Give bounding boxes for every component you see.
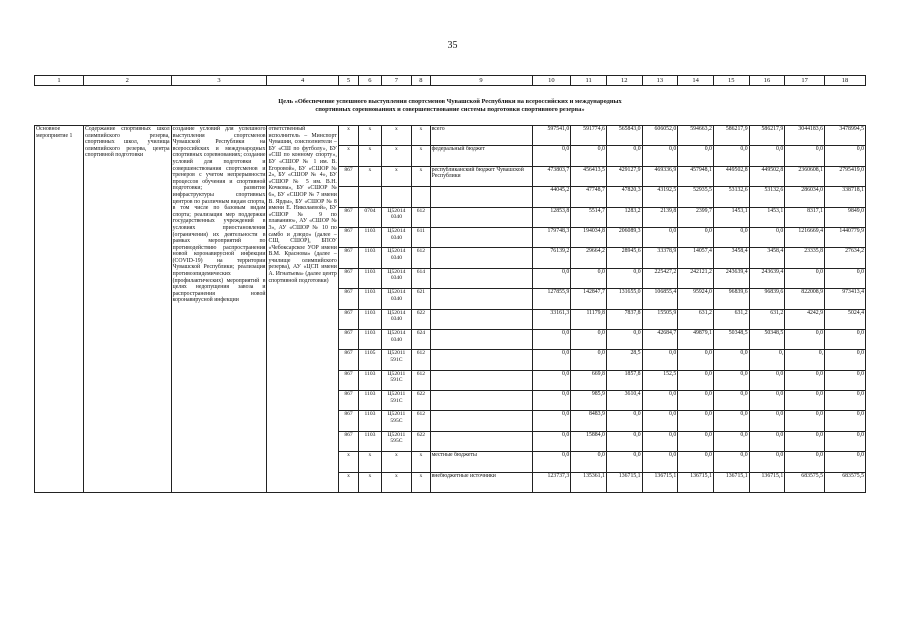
code-cell-c6: 1103 <box>359 289 381 309</box>
value-cell: 0,0 <box>532 268 571 288</box>
program-table <box>34 125 866 493</box>
code-cell-c6: 1103 <box>359 370 381 390</box>
funding-source-cell: внебюджетные источники <box>430 472 532 492</box>
value-cell: 8317,1 <box>785 207 825 227</box>
value-cell: 0,0 <box>606 146 642 166</box>
value-cell: 0,0 <box>532 452 571 472</box>
value-cell: 0,0 <box>571 329 607 349</box>
value-cell: 2795419,0 <box>825 166 866 186</box>
code-cell-c6: x <box>359 126 381 146</box>
code-cell-c5: 867 <box>338 289 358 309</box>
code-cell-c8: 614 <box>412 268 430 288</box>
value-cell: 0,0 <box>642 350 678 370</box>
column-number-cell: 14 <box>678 76 714 86</box>
value-cell: 0,0 <box>532 431 571 451</box>
value-cell: 0,0 <box>749 146 785 166</box>
value-cell: 47748,7 <box>571 187 607 207</box>
value-cell: 0,0 <box>825 391 866 411</box>
value-cell: 631,2 <box>713 309 749 329</box>
code-cell-c8: x <box>412 146 430 166</box>
value-cell: 0,0 <box>785 370 825 390</box>
funding-source-cell <box>430 391 532 411</box>
column-number-cell: 4 <box>267 76 338 86</box>
value-cell: 456413,5 <box>571 166 607 186</box>
value-cell: 0,0 <box>532 350 571 370</box>
column-number-cell: 9 <box>430 76 532 86</box>
code-cell-c8: x <box>412 452 430 472</box>
goal-title-line2: спортивных соревнованиях и совершенствование системы подготовки спортивного резерва» <box>315 106 585 113</box>
value-cell: 0,0 <box>678 452 714 472</box>
code-cell-c7: Ц52014 0340 <box>381 248 412 268</box>
value-cell: 194034,8 <box>571 227 607 247</box>
funding-source-cell <box>430 370 532 390</box>
value-cell: 179748,3 <box>532 227 571 247</box>
code-cell-c6: x <box>359 166 381 186</box>
value-cell: 0,0 <box>825 411 866 431</box>
code-cell-c7: Ц52011 591С <box>381 370 412 390</box>
value-cell: 1857,8 <box>606 370 642 390</box>
code-cell-c6: 1105 <box>359 350 381 370</box>
value-cell: 2139,8 <box>642 207 678 227</box>
value-cell: 44045,2 <box>532 187 571 207</box>
funding-source-cell <box>430 187 532 207</box>
value-cell: 225427,2 <box>642 268 678 288</box>
value-cell: 0, <box>749 350 785 370</box>
value-cell: 135361,1 <box>571 472 607 492</box>
value-cell: 206089,3 <box>606 227 642 247</box>
value-cell: 23335,8 <box>785 248 825 268</box>
value-cell: 0,0 <box>678 227 714 247</box>
value-cell: 243639,4 <box>749 268 785 288</box>
column-number-cell: 18 <box>825 76 866 86</box>
code-cell-c6: 1103 <box>359 391 381 411</box>
code-cell-c5: 867 <box>338 411 358 431</box>
value-cell: 3458,4 <box>749 248 785 268</box>
value-cell: 597541,0 <box>532 126 571 146</box>
value-cell: 0,0 <box>571 268 607 288</box>
value-cell: 0,0 <box>642 431 678 451</box>
value-cell: 50348,5 <box>749 329 785 349</box>
code-cell-c8: x <box>412 166 430 186</box>
funding-source-cell <box>430 350 532 370</box>
value-cell: 565843,0 <box>606 126 642 146</box>
funding-source-cell <box>430 207 532 227</box>
value-cell: 0,0 <box>532 146 571 166</box>
value-cell: 683575,5 <box>785 472 825 492</box>
code-cell-c7 <box>381 187 412 207</box>
value-cell: 28945,6 <box>606 248 642 268</box>
value-cell: 0,0 <box>825 431 866 451</box>
code-cell-c8 <box>412 187 430 207</box>
value-cell: 0,0 <box>713 350 749 370</box>
column-number-cell: 17 <box>785 76 825 86</box>
code-cell-c7: Ц52011 591С <box>381 391 412 411</box>
value-cell: 683575,5 <box>825 472 866 492</box>
code-cell-c5: 867 <box>338 309 358 329</box>
value-cell: 95924,0 <box>678 289 714 309</box>
value-cell: 0,0 <box>713 431 749 451</box>
goal-title <box>34 98 866 114</box>
value-cell: 43192,5 <box>642 187 678 207</box>
code-cell-c5: x <box>338 126 358 146</box>
code-cell-c5: x <box>338 452 358 472</box>
value-cell: 0,0 <box>606 411 642 431</box>
value-cell: 0,0 <box>785 452 825 472</box>
code-cell-c7: Ц52011 595С <box>381 411 412 431</box>
col3-cell: создание условий для успешного выступления спортсменов Чувашской Республики на всероссийских и международных спортивных соревнованиях; создание условий для подготовки и совершенствования спортсменов и тренеров с учетом непрерывности процессов обучения и спортивной подготовки; развитие инфраструктуры спортивных центров по различным видам спорта, в том числе по базовым видам спорта; реализация мер поддержки государственных учреждений в условиях приостановления (ограничения) их деятельности в рамках мероприятий по противодействию распространения новой коронавирусной инфекции (COVID-19) на территории Чувашской Республики; реализация противоэпидемических (профилактических) мероприятий в целях недопущения завоза и распространения новой коронавирусной инфекции <box>171 126 267 493</box>
value-cell: 15884,0 <box>571 431 607 451</box>
value-cell: 0,0 <box>642 146 678 166</box>
value-cell: 53132,6 <box>749 187 785 207</box>
value-cell: 449502,8 <box>749 166 785 186</box>
value-cell: 2360608,1 <box>785 166 825 186</box>
code-cell-c8: 612 <box>412 207 430 227</box>
value-cell: 3478994,5 <box>825 126 866 146</box>
value-cell: 973413,4 <box>825 289 866 309</box>
value-cell: 473803,7 <box>532 166 571 186</box>
column-number-cell: 16 <box>749 76 785 86</box>
value-cell: 0,0 <box>606 452 642 472</box>
value-cell: 0,0 <box>642 391 678 411</box>
funding-source-cell <box>430 248 532 268</box>
column-number-cell: 5 <box>338 76 358 86</box>
value-cell: 96839,6 <box>713 289 749 309</box>
code-cell-c5: x <box>338 472 358 492</box>
column-number-cell: 10 <box>532 76 571 86</box>
value-cell: 0,0 <box>785 146 825 166</box>
value-cell: 3044183,6 <box>785 126 825 146</box>
value-cell: 50348,5 <box>713 329 749 349</box>
value-cell: 49879,1 <box>678 329 714 349</box>
value-cell: 286034,0 <box>785 187 825 207</box>
code-cell-c8: 622 <box>412 309 430 329</box>
value-cell: 0,0 <box>571 452 607 472</box>
value-cell: 131655,0 <box>606 289 642 309</box>
value-cell: 5514,7 <box>571 207 607 227</box>
code-cell-c7: Ц52014 0340 <box>381 207 412 227</box>
code-cell-c5: 867 <box>338 350 358 370</box>
value-cell: 0,0 <box>825 268 866 288</box>
value-cell: 27634,2 <box>825 248 866 268</box>
value-cell: 1283,2 <box>606 207 642 227</box>
code-cell-c6: 1103 <box>359 227 381 247</box>
value-cell: 429127,9 <box>606 166 642 186</box>
value-cell: 0,0 <box>713 411 749 431</box>
code-cell-c8: 611 <box>412 227 430 247</box>
code-cell-c5 <box>338 187 358 207</box>
value-cell: 1453,1 <box>713 207 749 227</box>
column-number-cell: 6 <box>359 76 381 86</box>
funding-source-cell: всего <box>430 126 532 146</box>
code-cell-c6: 1103 <box>359 329 381 349</box>
value-cell: 0,0 <box>825 146 866 166</box>
code-cell-c6: 1103 <box>359 411 381 431</box>
code-cell-c7: Ц52014 0340 <box>381 289 412 309</box>
value-cell: 591774,6 <box>571 126 607 146</box>
value-cell: 0,0 <box>749 452 785 472</box>
value-cell: 136715,1 <box>713 472 749 492</box>
column-number-cell: 15 <box>713 76 749 86</box>
value-cell: 15505,9 <box>642 309 678 329</box>
column-number-cell: 11 <box>571 76 607 86</box>
code-cell-c5: 867 <box>338 207 358 227</box>
value-cell: 0,0 <box>571 350 607 370</box>
value-cell: 0,0 <box>785 268 825 288</box>
code-cell-c8: 622 <box>412 391 430 411</box>
value-cell: 338718,1 <box>825 187 866 207</box>
value-cell: 0,0 <box>785 431 825 451</box>
value-cell: 3458,4 <box>713 248 749 268</box>
funding-source-cell <box>430 431 532 451</box>
code-cell-c7: Ц52014 0340 <box>381 329 412 349</box>
code-cell-c7: x <box>381 452 412 472</box>
value-cell: 142847,7 <box>571 289 607 309</box>
value-cell: 0,0 <box>785 411 825 431</box>
funding-source-cell <box>430 268 532 288</box>
code-cell-c6: x <box>359 452 381 472</box>
value-cell: 0,0 <box>606 268 642 288</box>
code-cell-c5: 867 <box>338 391 358 411</box>
value-cell: 0,0 <box>642 411 678 431</box>
value-cell: 11179,8 <box>571 309 607 329</box>
value-cell: 0,0 <box>749 411 785 431</box>
value-cell: 669,8 <box>571 370 607 390</box>
column-number-cell: 3 <box>171 76 267 86</box>
value-cell: 0,0 <box>713 146 749 166</box>
value-cell: 47820,3 <box>606 187 642 207</box>
value-cell: 586217,9 <box>713 126 749 146</box>
value-cell: 33161,3 <box>532 309 571 329</box>
value-cell: 2399,7 <box>678 207 714 227</box>
code-cell-c5: 867 <box>338 268 358 288</box>
value-cell: 0,0 <box>642 227 678 247</box>
code-cell-c5: 867 <box>338 166 358 186</box>
value-cell: 0,0 <box>642 452 678 472</box>
code-cell-c5: 867 <box>338 329 358 349</box>
funding-source-cell <box>430 411 532 431</box>
value-cell: 0,0 <box>571 146 607 166</box>
value-cell: 33378,9 <box>642 248 678 268</box>
col1-cell: Основное мероприятие 1 <box>35 126 84 493</box>
value-cell: 631,2 <box>678 309 714 329</box>
value-cell: 1453,1 <box>749 207 785 227</box>
value-cell: 0,0 <box>825 370 866 390</box>
value-cell: 7837,8 <box>606 309 642 329</box>
code-cell-c7: Ц52011 595С <box>381 431 412 451</box>
value-cell: 42684,7 <box>642 329 678 349</box>
goal-title-line1: Цель «Обеспечение успешного выступления спортсменов Чувашской Республики на всероссийских и международных <box>278 98 622 105</box>
value-cell: 0,0 <box>678 350 714 370</box>
value-cell: 53132,6 <box>713 187 749 207</box>
value-cell: 0,0 <box>678 370 714 390</box>
value-cell: 0, <box>785 350 825 370</box>
value-cell: 243639,4 <box>713 268 749 288</box>
value-cell: 0,0 <box>713 452 749 472</box>
code-cell-c8: 624 <box>412 329 430 349</box>
code-cell-c8: 612 <box>412 350 430 370</box>
value-cell: 96839,6 <box>749 289 785 309</box>
value-cell: 0,0 <box>713 227 749 247</box>
value-cell: 136715,1 <box>678 472 714 492</box>
table-row <box>35 126 866 146</box>
code-cell-c6: 0704 <box>359 207 381 227</box>
value-cell: 0,0 <box>678 411 714 431</box>
value-cell: 136715,1 <box>606 472 642 492</box>
value-cell: 0,0 <box>678 391 714 411</box>
value-cell: 985,9 <box>571 391 607 411</box>
value-cell: 0,0 <box>785 391 825 411</box>
funding-source-cell: федеральный бюджет <box>430 146 532 166</box>
column-number-cell: 2 <box>83 76 171 86</box>
code-cell-c6: 1103 <box>359 309 381 329</box>
value-cell: 29664,2 <box>571 248 607 268</box>
value-cell: 594663,2 <box>678 126 714 146</box>
value-cell: 3610,4 <box>606 391 642 411</box>
value-cell: 76139,2 <box>532 248 571 268</box>
column-number-header <box>34 75 866 86</box>
col4-cell: ответственный исполнитель – Минспорт Чувашии, соисполнители – БУ «СШ по футболу», БУ «СШ по конному спорту», БУ «СШОР № 1 им. В. Егоровой», БУ «СШОР № 2», БУ «СШОР № 4», БУ «СШОР № 5 им. В.Н. Кочкова», БУ «СШОР № 6», БУ «СШОР № 7 имени В. Ярды», БУ «СШОР № 8 имени Е. Николаевой», БУ «СШОР № 9 по плаванию», АУ «СШОР № 3», АУ «СШОР № 10 по самбо и дзюдо» (далее – СШ, СШОР), БПОУ «Чебоксарское УОР имени В.М. Краснова» (далее – училище олимпийского резерва), АУ «ЦСП имени А. Игнатьева» (далее центр спортивной подготовки) <box>267 126 338 493</box>
column-number-cell: 8 <box>412 76 430 86</box>
page-number: 35 <box>447 40 458 51</box>
code-cell-c7: x <box>381 146 412 166</box>
code-cell-c6: 1103 <box>359 431 381 451</box>
code-cell-c8: 612 <box>412 248 430 268</box>
value-cell: 8483,9 <box>571 411 607 431</box>
value-cell: 0,0 <box>749 227 785 247</box>
code-cell-c7: Ц52011 591С <box>381 350 412 370</box>
value-cell: 0,0 <box>606 431 642 451</box>
value-cell: 4242,9 <box>785 309 825 329</box>
value-cell: 0,0 <box>749 391 785 411</box>
code-cell-c5: 867 <box>338 248 358 268</box>
value-cell: 0,0 <box>606 329 642 349</box>
funding-source-cell <box>430 289 532 309</box>
code-cell-c7: x <box>381 126 412 146</box>
value-cell: 9849,0 <box>825 207 866 227</box>
value-cell: 12853,8 <box>532 207 571 227</box>
code-cell-c7: Ц52014 0340 <box>381 309 412 329</box>
value-cell: 822008,9 <box>785 289 825 309</box>
code-cell-c6 <box>359 187 381 207</box>
code-cell-c5: 867 <box>338 431 358 451</box>
value-cell: 0,0 <box>532 411 571 431</box>
code-cell-c8: 612 <box>412 370 430 390</box>
code-cell-c6: x <box>359 146 381 166</box>
value-cell: 0,0 <box>825 452 866 472</box>
funding-source-cell <box>430 329 532 349</box>
value-cell: 242121,2 <box>678 268 714 288</box>
funding-source-cell <box>430 227 532 247</box>
code-cell-c8: 621 <box>412 289 430 309</box>
value-cell: 123737,3 <box>532 472 571 492</box>
value-cell: 631,2 <box>749 309 785 329</box>
value-cell: 106855,4 <box>642 289 678 309</box>
col2-cell: Содержание спортивных школ олимпийского резерва, спортивных школ, училища олимпийского резерва, центра спортивной подготовки <box>83 126 171 493</box>
value-cell: 136715,1 <box>749 472 785 492</box>
value-cell: 0,0 <box>825 350 866 370</box>
value-cell: 0,0 <box>713 370 749 390</box>
code-cell-c7: Ц52014 0340 <box>381 268 412 288</box>
value-cell: 0,0 <box>785 329 825 349</box>
value-cell: 457948,1 <box>678 166 714 186</box>
funding-source-cell <box>430 309 532 329</box>
value-cell: 14057,4 <box>678 248 714 268</box>
code-cell-c6: x <box>359 472 381 492</box>
column-number-cell: 7 <box>381 76 412 86</box>
value-cell: 469336,9 <box>642 166 678 186</box>
value-cell: 0,0 <box>713 391 749 411</box>
value-cell: 0,0 <box>532 329 571 349</box>
value-cell: 0,0 <box>532 391 571 411</box>
value-cell: 586217,9 <box>749 126 785 146</box>
code-cell-c6: 1103 <box>359 248 381 268</box>
value-cell: 1440779,9 <box>825 227 866 247</box>
code-cell-c5: 867 <box>338 370 358 390</box>
code-cell-c8: x <box>412 472 430 492</box>
value-cell: 152,5 <box>642 370 678 390</box>
value-cell: 127855,9 <box>532 289 571 309</box>
value-cell: 5024,4 <box>825 309 866 329</box>
column-number-cell: 13 <box>642 76 678 86</box>
code-cell-c5: x <box>338 146 358 166</box>
funding-source-cell: местные бюджеты <box>430 452 532 472</box>
code-cell-c8: x <box>412 126 430 146</box>
column-number-cell: 1 <box>35 76 84 86</box>
code-cell-c6: 1103 <box>359 268 381 288</box>
value-cell: 136715,1 <box>642 472 678 492</box>
code-cell-c5: 867 <box>338 227 358 247</box>
value-cell: 606052,0 <box>642 126 678 146</box>
value-cell: 0,0 <box>749 370 785 390</box>
value-cell: 0,0 <box>532 370 571 390</box>
code-cell-c7: Ц52014 0340 <box>381 227 412 247</box>
value-cell: 28,5 <box>606 350 642 370</box>
code-cell-c7: x <box>381 472 412 492</box>
funding-source-cell: республиканский бюджет Чувашской Республики <box>430 166 532 186</box>
code-cell-c8: 622 <box>412 431 430 451</box>
code-cell-c7: x <box>381 166 412 186</box>
value-cell: 1216669,4 <box>785 227 825 247</box>
value-cell: 0,0 <box>678 431 714 451</box>
column-number-cell: 12 <box>606 76 642 86</box>
value-cell: 449502,8 <box>713 166 749 186</box>
value-cell: 52935,5 <box>678 187 714 207</box>
value-cell: 0,0 <box>678 146 714 166</box>
value-cell: 0,0 <box>825 329 866 349</box>
code-cell-c8: 612 <box>412 411 430 431</box>
value-cell: 0,0 <box>749 431 785 451</box>
